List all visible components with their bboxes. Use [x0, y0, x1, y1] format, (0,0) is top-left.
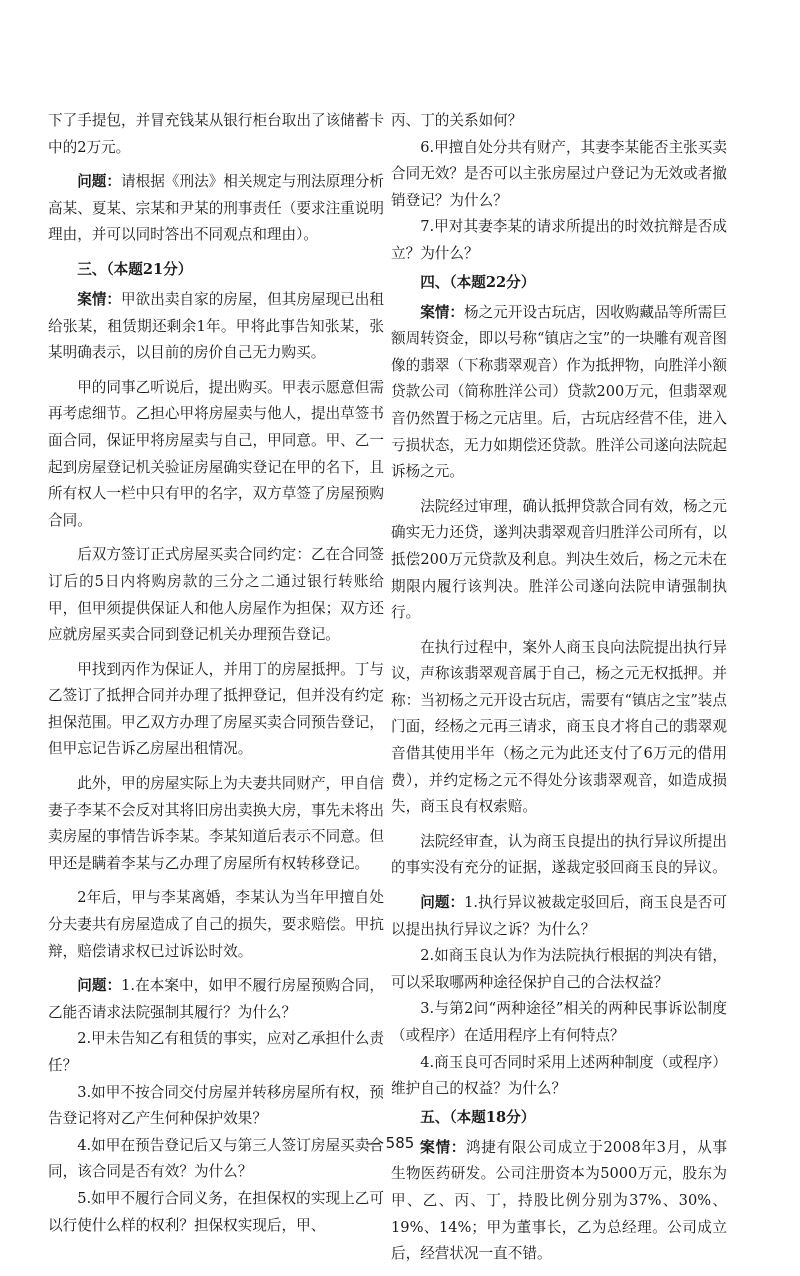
question-3: 3.与第2问“两种途径”相关的两种民事诉讼制度（或程序）在适用程序上有何特点？ [391, 1000, 727, 1044]
case-paragraph-4: 甲找到丙作为保证人，并用丁的房屋抵押。丁与乙签订了抵押合同并办理了抵押登记，但并没有约定担保范围。甲乙双方办理了房屋买卖合同预告登记，但甲忘记告诉乙房屋出租情况。 [48, 660, 384, 758]
questions-label: 问题： [420, 894, 465, 912]
case-paragraph-6: 2年后，甲与李某离婚，李某认为当年甲擅自处分夫妻共有房屋造成了自己的损失，要求赔偿。甲抗辩，赔偿请求权已过诉讼时效。 [48, 889, 384, 960]
question-text: 请根据《刑法》相关规定与刑法原理分析高某、夏某、宗某和尹某的刑事责任（要求注重说明理由，并可以同时答出不同观点和理由）。 [48, 173, 384, 244]
case-text: 杨之元开设古玩店，因收购藏品等所需巨额周转资金，即以号称“镇店之宝”的一块雕有观音图像的翡翠（下称翡翠观音）作为抵押物，向胜洋小额贷款公司（简称胜洋公司）贷款200万元，但翡翠观音仍然置于杨之元店里。后，古玩店经营不佳，进入亏损状态，无力如期偿还贷款。胜洋公司遂向法院起诉杨之元。 [391, 303, 727, 481]
case-label: 案情： [420, 303, 465, 321]
question-7: 7.甲对其妻李某的请求所提出的时效抗辩是否成立？为什么？ [391, 218, 727, 262]
question-1-text: 1.执行异议被裁定驳回后，商玉良是否可以提出执行异议之诉？为什么？ [391, 894, 727, 938]
criminal-law-question [48, 169, 384, 249]
left-column [48, 108, 384, 1239]
case-label: 案情： [420, 1138, 467, 1156]
case-paragraph-1 [48, 287, 384, 367]
case-5-paragraph-1 [391, 1135, 727, 1268]
case-paragraph-3: 后双方签订正式房屋买卖合同约定：乙在合同签订后的5日内将购房款的三分之二通过银行转账给甲，但甲须提供保证人和他人房屋作为担保；双方还应就房屋买卖合同到登记机关办理预告登记。 [48, 546, 384, 644]
question-2: 2.甲未告知乙有租赁的事实，应对乙承担什么责任？ [48, 1030, 384, 1074]
case-paragraph-2: 法院经过审理，确认抵押贷款合同有效，杨之元确实无力还贷，遂判决翡翠观音归胜洋公司所有，以抵偿200万元贷款及利息。判决生效后，杨之元未在期限内履行该判决。胜洋公司遂向法院申请强制执行。 [391, 497, 727, 622]
section-3-heading: 三、（本题21分） [77, 260, 193, 278]
question-4: 4.商玉良可否同时采用上述两种制度（或程序）维护自己的权益？为什么？ [391, 1053, 727, 1098]
intro-paragraph: 下了手提包，并冒充钱某从银行柜台取出了该储蓄卡中的2万元。 [48, 112, 384, 156]
question-3: 3.如甲不按合同交付房屋并转移房屋所有权，预告登记将对乙产生何种保护效果？ [48, 1083, 384, 1128]
question-2: 2.如商玉良认为作为法院执行根据的判决有错，可以采取哪两种途径保护自己的合法权益？ [391, 947, 727, 991]
page-number: — 585 — [365, 1134, 435, 1152]
case-text: 甲欲出卖自家的房屋，但其房屋现已出租给张某，租赁期还剩余1年。甲将此事告知张某，张某明确表示，以目前的房价自己无力购买。 [48, 290, 384, 362]
question-1 [48, 973, 384, 1026]
section-4-heading: 四、（本题22分） [420, 273, 536, 291]
question-5-continued: 丙、丁的关系如何？ [391, 112, 523, 129]
question-6: 6.甲擅自处分共有财产，其妻李某能否主张买卖合同无效？是否可以主张房屋过户登记为无效或者撤销登记？为什么？ [391, 138, 727, 209]
right-column [391, 108, 727, 1276]
question-1 [391, 890, 727, 943]
case-paragraph-4: 法院经审查，认为商玉良提出的执行异议所提出的事实没有充分的证据，遂裁定驳回商玉良的异议。 [391, 832, 727, 877]
section-5-heading: 五、（本题18分） [420, 1108, 536, 1126]
case-paragraph-5: 此外，甲的房屋实际上为夫妻共同财产，甲自信妻子李某不会反对其将旧房出卖换大房，事先未将出卖房屋的事情告诉李某。李某知道后表示不同意。但甲还是瞒着李某与乙办理了房屋所有权转移登记。 [48, 775, 384, 872]
case-text: 鸿捷有限公司成立于2008年3月，从事生物医药研发。公司注册资本为5000万元，股东为甲、乙、丙、丁，持股比例分别为37%、30%、19%、14%；甲为董事长，乙为总经理。公司成立后，经营状况一直不错。 [391, 1138, 727, 1263]
questions-label: 问题： [77, 977, 122, 995]
case-paragraph-3: 在执行过程中，案外人商玉良向法院提出执行异议，声称该翡翠观音属于自己，杨之元无权抵押。并称：当初杨之元开设古玩店，需要有“镇店之宝”装点门面，经杨之元再三请求，商玉良才将自己的翡翠观音借其使用半年（杨之元为此还支付了6万元的借用费），并约定杨之元不得处分该翡翠观音，如造成损失，商玉良有权索赔。 [391, 638, 727, 816]
question-label: 问题： [77, 173, 122, 191]
case-label: 案情： [77, 290, 122, 308]
case-paragraph-2: 甲的同事乙听说后，提出购买。甲表示愿意但需再考虑细节。乙担心甲将房屋卖与他人，提出草签书面合同，保证甲将房屋卖与自己，甲同意。甲、乙一起到房屋登记机关验证房屋确实登记在甲的名下，且所有权人一栏中只有甲的名字，双方草签了房屋预购合同。 [48, 378, 384, 529]
question-4: 4.如甲在预告登记后又与第三人签订房屋买卖合同，该合同是否有效？为什么？ [48, 1136, 384, 1181]
case-paragraph-1 [391, 300, 727, 486]
question-5: 5.如甲不履行合同义务，在担保权的实现上乙可以行使什么样的权利？担保权实现后，甲、 [48, 1189, 384, 1234]
question-1-text: 1.在本案中，如甲不履行房屋预购合同，乙能否请求法院强制其履行？为什么？ [48, 977, 384, 1021]
